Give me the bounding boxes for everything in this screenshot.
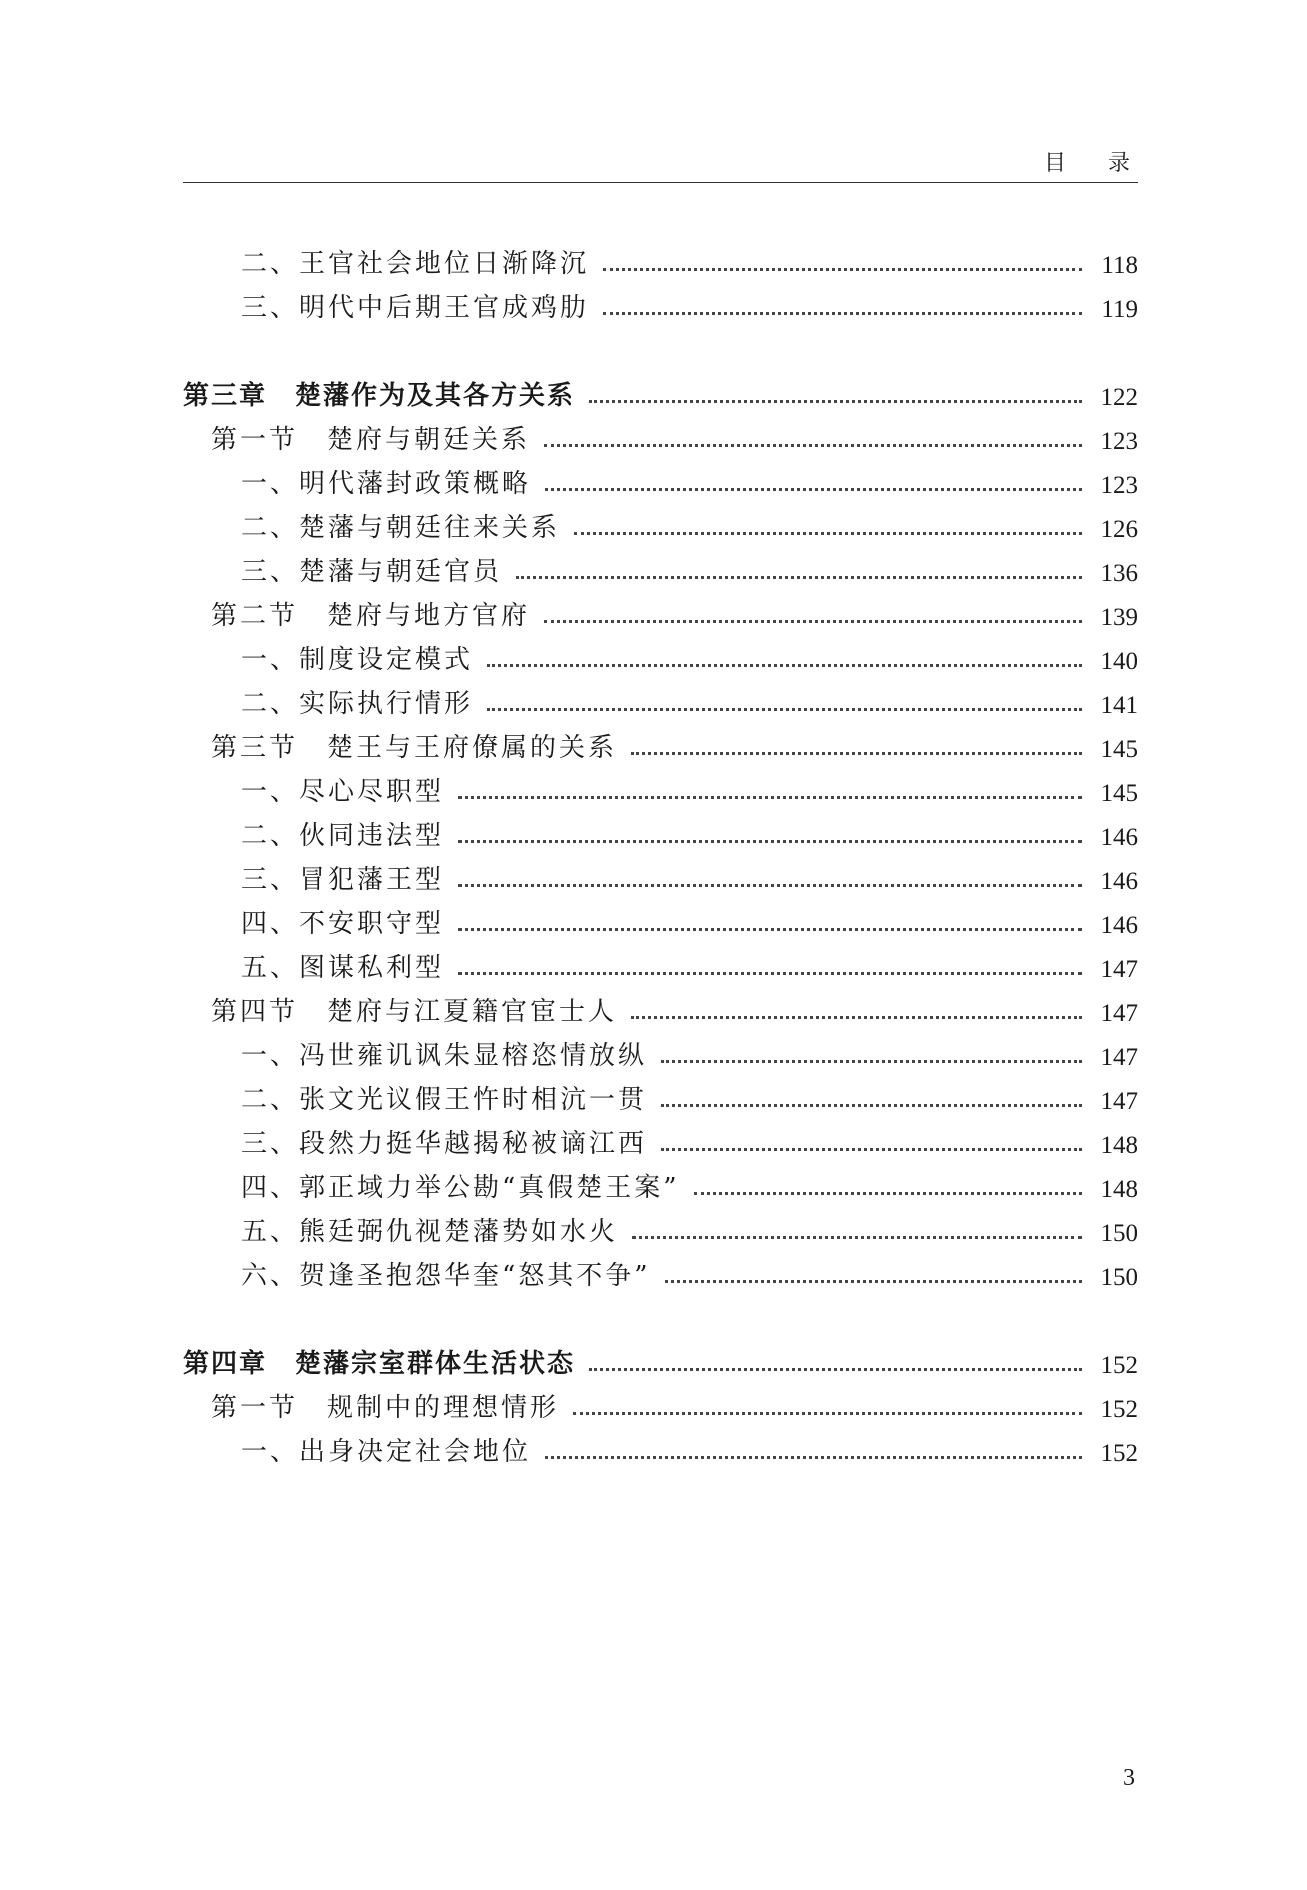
dot-leader	[631, 752, 1082, 755]
toc-entry-page: 148	[1100, 1132, 1138, 1159]
toc-entry-title: 二、王官社会地位日渐降沉	[241, 249, 590, 279]
toc-entry-title: 四、郭正域力举公勘“真假楚王案”	[241, 1173, 680, 1203]
toc-entry-page: 152	[1100, 1440, 1138, 1467]
toc-entry-page: 146	[1100, 824, 1138, 851]
toc-entry-title: 二、张文光议假王忤时相沆一贯	[241, 1085, 648, 1115]
toc-entry-title: 六、贺逢圣抱怨华奎“怒其不争”	[241, 1261, 651, 1291]
toc-entry-page: 122	[1100, 384, 1138, 411]
toc-entry-page: 150	[1100, 1220, 1138, 1247]
dot-leader	[545, 488, 1082, 491]
running-head	[183, 142, 1172, 183]
toc-entry-title: 第三章 楚藩作为及其各方关系	[183, 381, 576, 411]
toc-item-row	[183, 812, 1138, 852]
dot-leader	[661, 1104, 1082, 1107]
page-number: 3	[1123, 1765, 1135, 1791]
toc-chapter-row	[183, 372, 1138, 412]
dot-leader	[694, 1192, 1082, 1195]
toc-item-row	[183, 944, 1138, 984]
toc-entry-page: 147	[1100, 1044, 1138, 1071]
toc-entry-title: 三、楚藩与朝廷官员	[241, 557, 503, 587]
dot-leader	[458, 972, 1082, 975]
toc-item-row	[183, 1164, 1138, 1204]
dot-leader	[665, 1280, 1082, 1283]
toc-entry-page: 147	[1100, 1000, 1138, 1027]
toc-section-row	[183, 416, 1138, 456]
toc-item-row	[183, 636, 1138, 676]
toc-entry-title: 二、伙同违法型	[241, 821, 445, 851]
toc-entry-page: 146	[1100, 868, 1138, 895]
toc-item-row	[183, 1428, 1138, 1468]
dot-leader	[458, 928, 1082, 931]
dot-leader	[631, 1016, 1082, 1019]
dot-leader	[574, 532, 1082, 535]
toc-item-row	[183, 1120, 1138, 1160]
toc-item-row	[183, 284, 1138, 324]
toc-entry-title: 第四章 楚藩宗室群体生活状态	[183, 1349, 576, 1379]
toc-item-row	[183, 1252, 1138, 1292]
toc-item-row	[183, 768, 1138, 808]
toc-item-row	[183, 460, 1138, 500]
dot-leader	[458, 884, 1082, 887]
toc-item-row	[183, 900, 1138, 940]
toc-entry-title: 一、明代藩封政策概略	[241, 469, 532, 499]
toc-entry-title: 第一节 楚府与朝廷关系	[211, 425, 531, 455]
dot-leader	[661, 1148, 1082, 1151]
toc-entry-page: 148	[1100, 1176, 1138, 1203]
toc-entry-title: 三、明代中后期王官成鸡肋	[241, 293, 590, 323]
toc-entry-page: 146	[1100, 912, 1138, 939]
toc-entry-page: 139	[1100, 604, 1138, 631]
dot-leader	[573, 1412, 1082, 1415]
toc-entry-page: 123	[1100, 472, 1138, 499]
toc-entry-page: 123	[1100, 428, 1138, 455]
toc-entry-title: 第二节 楚府与地方官府	[211, 601, 531, 631]
toc-entry-title: 二、实际执行情形	[241, 689, 474, 719]
dot-leader	[603, 268, 1082, 271]
dot-leader	[487, 708, 1082, 711]
toc-entry-title: 第四节 楚府与江夏籍官宦士人	[211, 997, 618, 1027]
toc-entry-title: 一、制度设定模式	[241, 645, 474, 675]
toc-entry-title: 二、楚藩与朝廷往来关系	[241, 513, 561, 543]
toc-item-row	[183, 504, 1138, 544]
toc-entry-page: 141	[1100, 692, 1138, 719]
toc-item-row	[183, 856, 1138, 896]
toc-entry-page: 145	[1100, 780, 1138, 807]
dot-leader	[589, 1368, 1082, 1371]
toc-entry-page: 119	[1101, 296, 1138, 323]
toc-entry-page: 140	[1100, 648, 1138, 675]
dot-leader	[544, 444, 1082, 447]
toc-entry-page: 150	[1100, 1264, 1138, 1291]
toc-item-row	[183, 1208, 1138, 1248]
toc-entry-page: 136	[1100, 560, 1138, 587]
toc-entry-title: 一、冯世雍讥讽朱显榕恣情放纵	[241, 1041, 648, 1071]
toc-item-row	[183, 1076, 1138, 1116]
toc-entry-title: 第一节 规制中的理想情形	[211, 1393, 560, 1423]
toc-section-row	[183, 1384, 1138, 1424]
toc-item-row	[183, 1032, 1138, 1072]
toc-item-row	[183, 240, 1138, 280]
toc-entry-title: 三、段然力挺华越揭秘被谪江西	[241, 1129, 648, 1159]
dot-leader	[458, 796, 1082, 799]
toc-chapter-row	[183, 1340, 1138, 1380]
toc-entry-title: 五、熊廷弼仇视楚藩势如水火	[241, 1217, 619, 1247]
toc-entry-page: 147	[1100, 1088, 1138, 1115]
toc-item-row	[183, 548, 1138, 588]
dot-leader	[603, 312, 1082, 315]
toc-section-row	[183, 724, 1138, 764]
toc-entry-page: 152	[1100, 1352, 1138, 1379]
toc-section-row	[183, 988, 1138, 1028]
toc-entry-title: 三、冒犯藩王型	[241, 865, 445, 895]
dot-leader	[516, 576, 1082, 579]
toc-section-row	[183, 592, 1138, 632]
dot-leader	[661, 1060, 1082, 1063]
toc-entry-page: 145	[1100, 736, 1138, 763]
dot-leader	[589, 400, 1082, 403]
dot-leader	[544, 620, 1082, 623]
toc-entry-title: 四、不安职守型	[241, 909, 445, 939]
toc-entry-title: 五、图谋私利型	[241, 953, 445, 983]
dot-leader	[632, 1236, 1082, 1239]
dot-leader	[545, 1456, 1082, 1459]
toc-entry-page: 147	[1100, 956, 1138, 983]
toc-entry-page: 118	[1101, 252, 1138, 279]
toc-entry-page: 126	[1100, 516, 1138, 543]
toc-item-row	[183, 680, 1138, 720]
toc-entry-title: 一、尽心尽职型	[241, 777, 445, 807]
toc-entry-page: 152	[1100, 1396, 1138, 1423]
dot-leader	[487, 664, 1082, 667]
toc-entry-title: 一、出身决定社会地位	[241, 1437, 532, 1467]
running-head-title: 目录	[1043, 151, 1172, 176]
dot-leader	[458, 840, 1082, 843]
toc-entry-title: 第三节 楚王与王府僚属的关系	[211, 733, 618, 763]
